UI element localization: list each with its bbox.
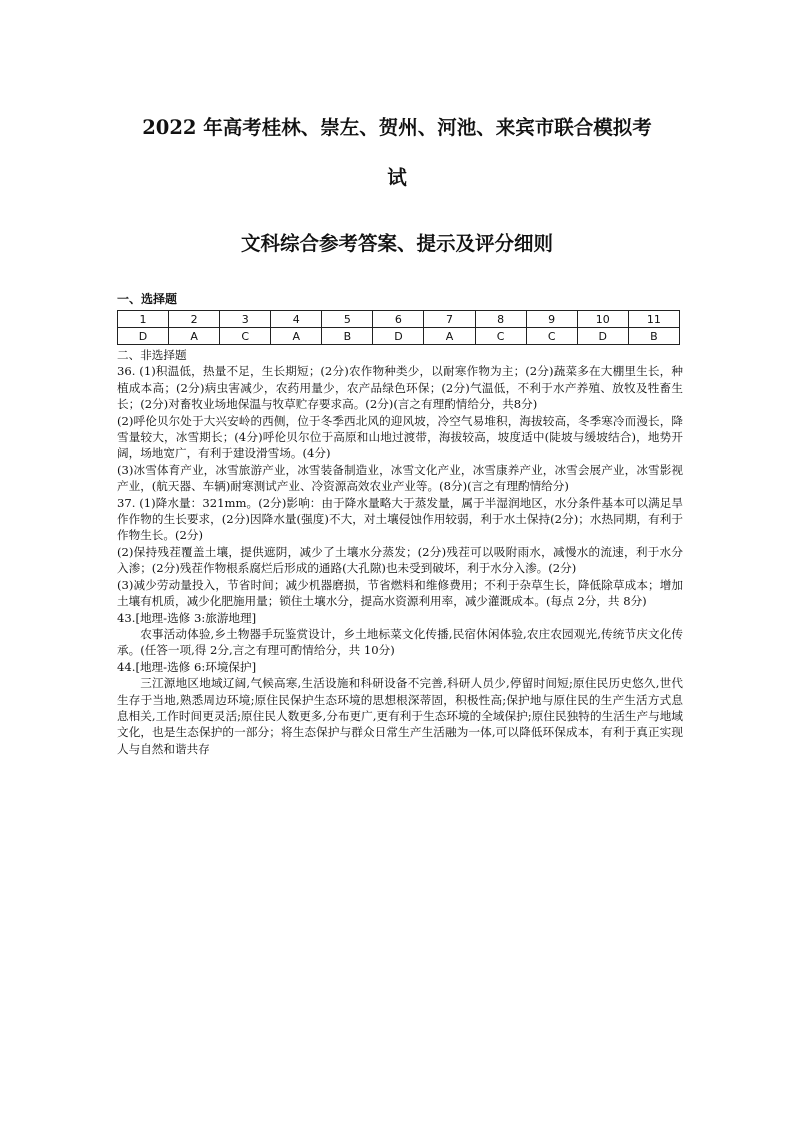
q37-part1: 37. (1)降水量：321mm。(2分)影响：由于降水量略大于蒸发量，属于半湿润地区，水分条件基本可以满足旱作作物的生长要求，(2分)因降水量(强度)不大，对土壤侵蚀作用较弱，利于水土保持(2分)；水热同期，有利于作物生长。(2分) [117,495,683,543]
q43-answer: 农事活动体验,乡土物器手玩鉴赏设计，乡土地标菜文化传播,民宿休闲体验,农庄农园观光,传统节庆文化传承。(任答一项,得 2分,言之有理可酌情给分，共 10分) [117,626,683,658]
document-subtitle: 文科综合参考答案、提示及评分细则 [240,232,553,255]
answer-cell: C [526,328,577,345]
section-heading-nonchoice: 二、非选择题 [117,348,187,362]
question-number-cell: 9 [526,311,577,328]
answer-table-answer-row [118,328,680,345]
answer-cell: D [118,328,169,345]
section-heading-choice: 一、选择题 [117,292,178,306]
answer-cell: C [475,328,526,345]
document-title-line2: 试 [387,166,407,189]
document-title-line1: 2022 年高考桂林、崇左、贺州、河池、来宾市联合模拟考 [142,116,652,139]
answer-cell: B [322,328,373,345]
question-number-cell: 6 [373,311,424,328]
answer-cell: D [373,328,424,345]
question-number-cell: 11 [628,311,679,328]
q36-part3: (3)冰雪体育产业，冰雪旅游产业，冰雪装备制造业，冰雪文化产业，冰雪康养产业，冰雪会展产业，冰雪影视产业，(航天器、车辆)耐寒测试产业、冷资源高效农业产业等。(8分)(言之有理酌情给分) [117,462,683,494]
question-number-cell: 3 [220,311,271,328]
answer-cell: C [220,328,271,345]
question-number-cell: 1 [118,311,169,328]
q37-part3: (3)减少劳动量投入，节省时间；减少机器磨损，节省燃料和维修费用；不利于杂草生长，降低除草成本；增加土壤有机质，减少化肥施用量；锁住土壤水分，提高水资源利用率，减少灌溉成本。(每点 2分，共 8分) [117,577,683,609]
q36-part1: 36. (1)积温低，热量不足，生长期短；(2分)农作物种类少，以耐寒作物为主；(2分)蔬菜多在大棚里生长，种植成本高；(2分)病虫害减少，农药用量少，农产品绿色环保；(2分)气温低，不利于水产养殖、放牧及牲畜生长；(2分)对畜牧业场地保温与牧草贮存要求高。(2分)(言之有理酌情给分，共8分) [117,364,683,412]
answer-cell: A [424,328,475,345]
answer-cell: B [628,328,679,345]
answer-table-number-row [118,311,680,328]
answer-cell: D [577,328,628,345]
answer-cell: A [169,328,220,345]
answer-cell: A [271,328,322,345]
q43-heading: 43.[地理-选修 3:旅游地理] [117,610,257,625]
q37-part2: (2)保持残茬覆盖土壤，提供遮阴，减少了土壤水分蒸发；(2分)残茬可以吸附雨水，减慢水的流速，利于水分入渗；(2分)残茬作物根系腐烂后形成的通路(大孔隙)也未受到破坏，利于水分入渗。(2分) [117,544,683,576]
question-number-cell: 5 [322,311,373,328]
question-number-cell: 10 [577,311,628,328]
question-number-cell: 8 [475,311,526,328]
question-number-cell: 7 [424,311,475,328]
question-number-cell: 2 [169,311,220,328]
q44-answer: 三江源地区地域辽阔,气候高寒,生活设施和科研设备不完善,科研人员少,停留时间短;原住民历史悠久,世代生存于当地,熟悉周边环境;原住民保护生态环境的思想根深蒂固，积极性高;保护地与原住民的生产生活方式息息相关,工作时间更灵活;原住民人数更多,分布更广,更有利于生态环境的全域保护;原住民独特的生活生产与地域文化，也是生态保护的一部分；将生态保护与群众日常生产生活融为一体,可以降低环保成本，有利于真正实现人与自然和谐共存 [117,676,683,756]
q44-heading: 44.[地理-选修 6:环境保护] [117,659,257,674]
question-number-cell: 4 [271,311,322,328]
answer-table [117,310,680,345]
q36-part2: (2)呼伦贝尔处于大兴安岭的西侧，位于冬季西北风的迎风坡，冷空气易堆积，海拔较高，冬季寒冷而漫长，降雪量较大，冰雪期长；(4分)呼伦贝尔位于高原和山地过渡带，海拔较高，坡度适中(陡坡与缓坡结合)，地势开阔，场地宽广，有利于建设滑雪场。(4分) [117,413,683,461]
answers-body [117,347,683,757]
